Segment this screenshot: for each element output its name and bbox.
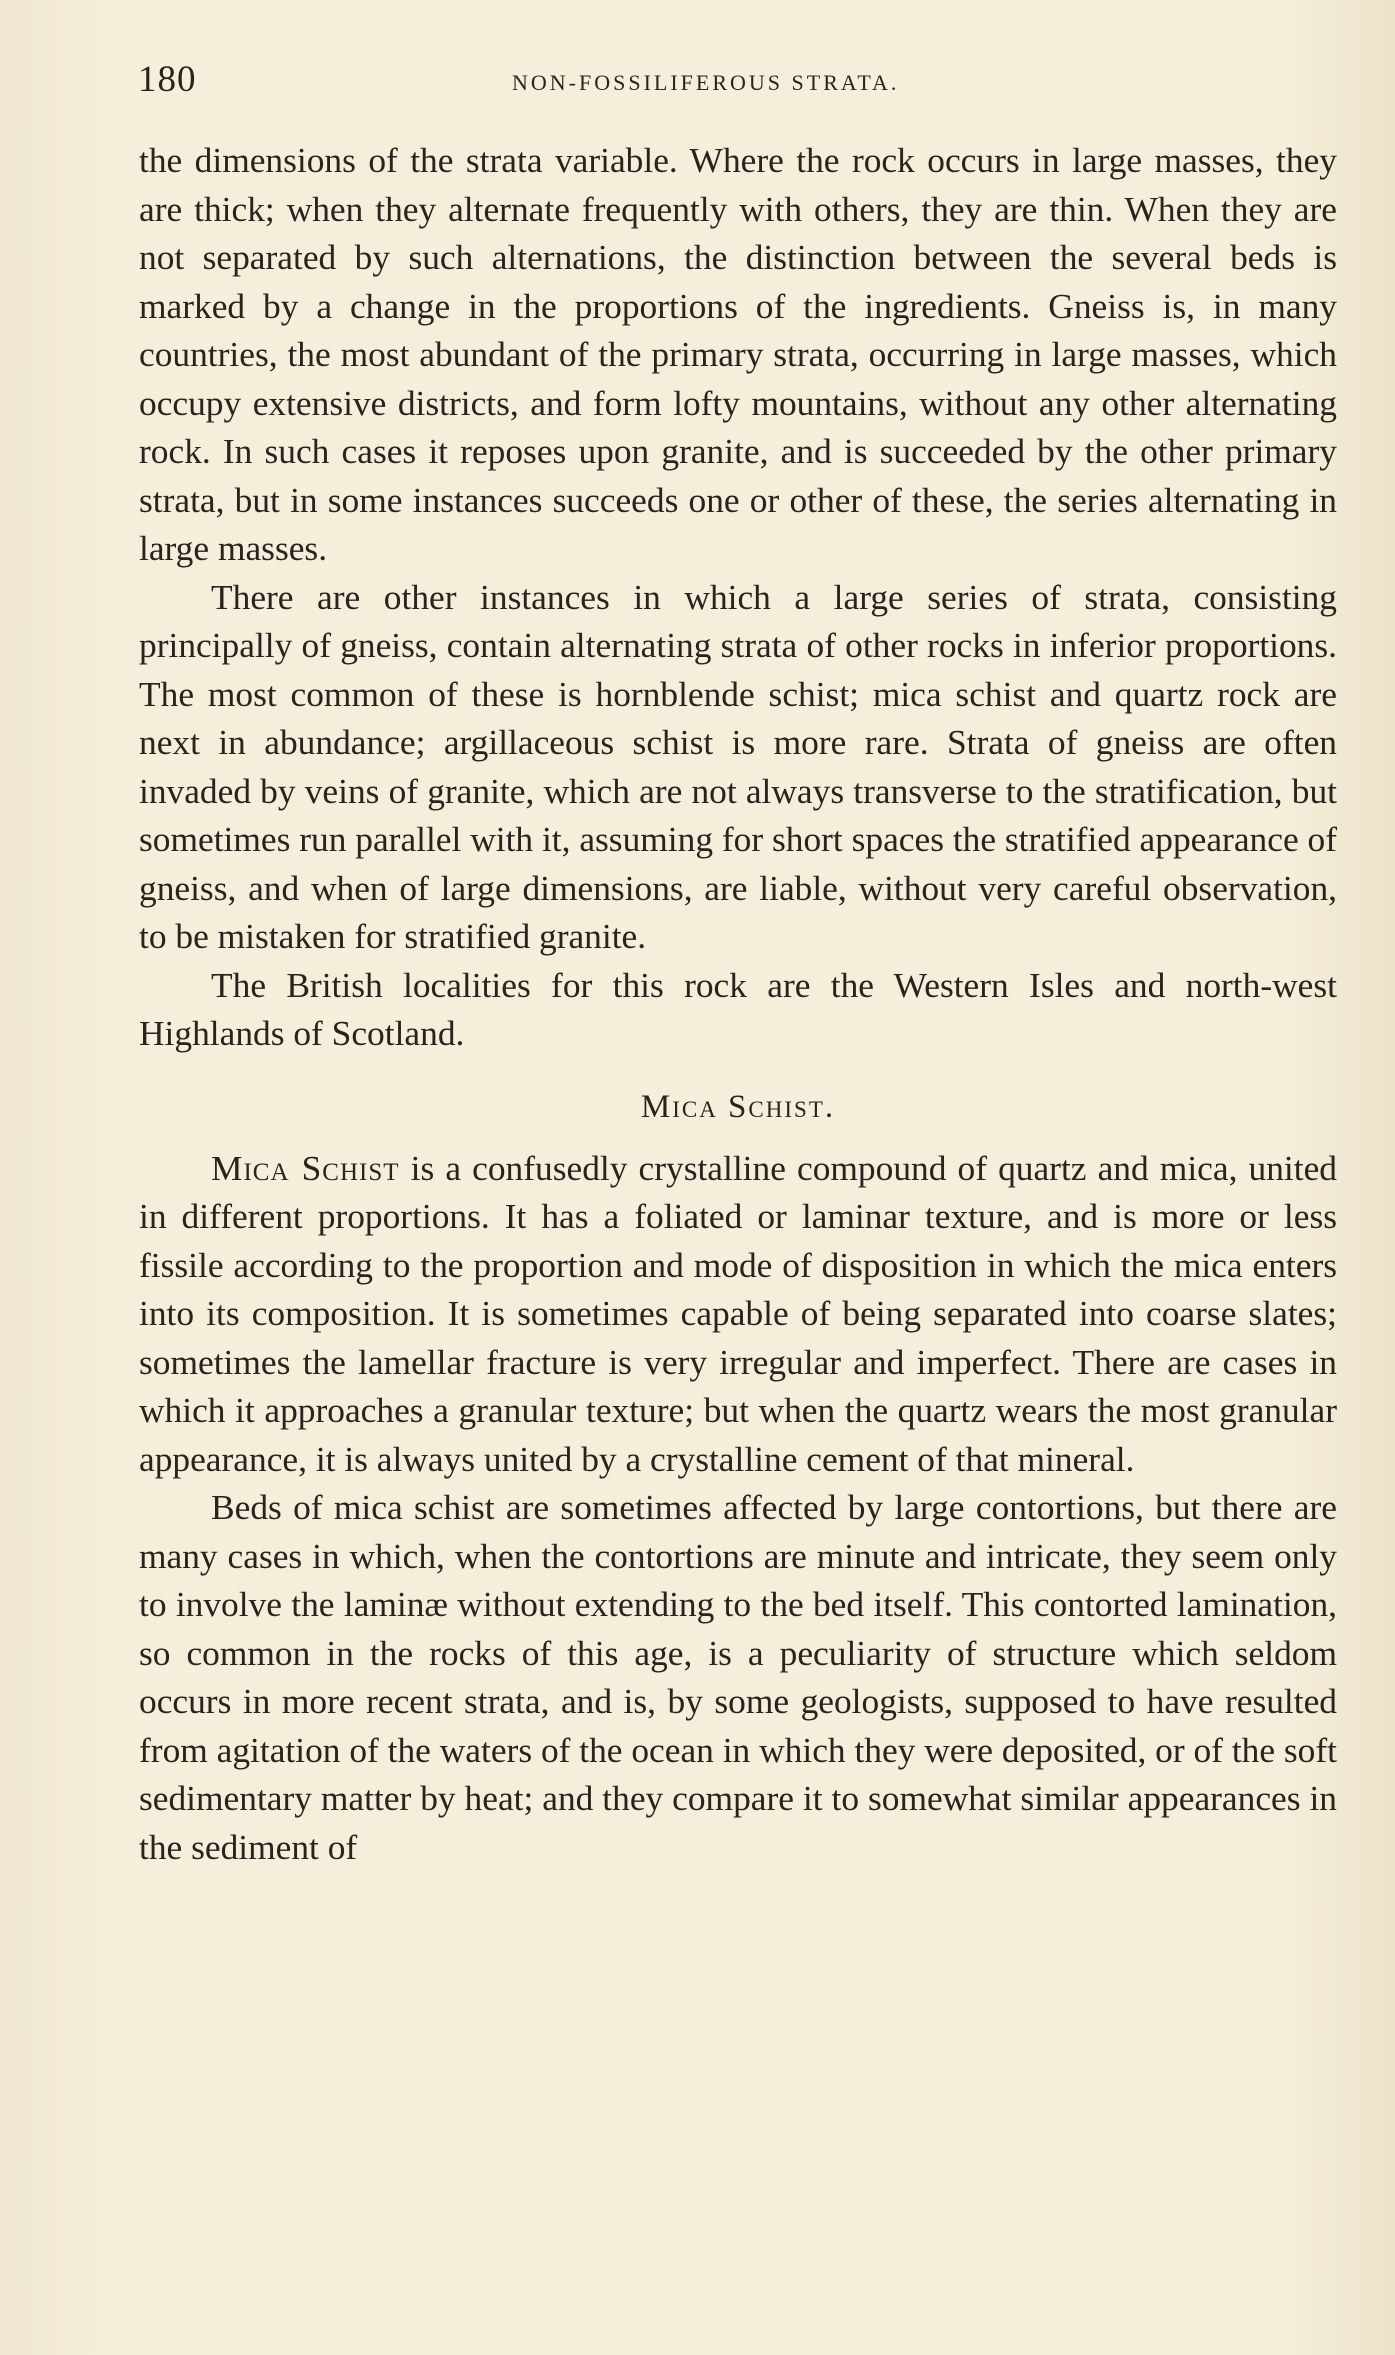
body-text [139,136,1337,1871]
paragraph-continued: the dimensions of the strata variable. Where the rock occurs in large masses, they are thick; when they alternate frequently with others, they are thin. When they are not separated by such alternations, the distinction between the several beds is marked by a change in the proportions of the ingredients. Gneiss is, in many countries, the most abundant of the primary strata, occurring in large masses, which occupy extensive districts, and form lofty mountains, without any other alternating rock. In such cases it reposes upon granite, and is succeeded by the other primary strata, but in some instances succeeds one or other of these, the series alternating in large masses. [139,140,1337,568]
paragraph-mica-schist-definition [139,1144,1337,1484]
paragraph-mica-schist-contortions: Beds of mica schist are sometimes affected by large contortions, but there are many cases in which, when the contortions are minute and intricate, they seem only to involve the laminæ without extending to the bed itself. This contorted lamination, so common in the rocks of this age, is a peculiarity of structure which seldom occurs in more recent strata, and is, by some geologists, supposed to have resulted from agitation of the waters of the ocean in which they were deposited, or of the soft sedimentary matter by heat; and they compare it to somewhat similar appearances in the sediment of [139,1487,1337,1867]
paragraph-gneiss-series: There are other instances in which a large series of strata, consisting principally of gneiss, contain alternating strata of other rocks in inferior proportions. The most common of these is hornblende schist; mica schist and quartz rock are next in abundance; argillaceous schist is more rare. Strata of gneiss are often invaded by veins of granite, which are not always transverse to the stratification, but sometimes run parallel with it, assuming for short spaces the stratified appearance of gneiss, and when of large dimensions, are liable, without very careful observation, to be mistaken for stratified granite. [139,576,1337,956]
page-header [138,58,1338,108]
running-head: NON-FOSSILIFEROUS STRATA. [512,70,900,95]
page-number: 180 [138,59,197,100]
lead-term: Mica Schist [211,1147,400,1188]
paragraph-mica-schist-definition-text: is a confusedly crystalline compound of quartz and mica, united in different proportions. It has a foliated or laminar texture, and is more or less fissile according to the proportion and mode of disposition in which the mica enters into its composition. It is sometimes capable of being separated into coarse slates; sometimes the lamellar fracture is very irregular and imperfect. There are cases in which it approaches a granular texture; but when the quartz wears the most granular appearance, it is always united by a crystalline cement of that mineral. [139,1147,1337,1479]
paragraph-british-localities: The British localities for this rock are the Western Isles and north-west Highlands of Scotland. [139,964,1337,1053]
section-heading-mica-schist: Mica Schist. [640,1088,836,1125]
